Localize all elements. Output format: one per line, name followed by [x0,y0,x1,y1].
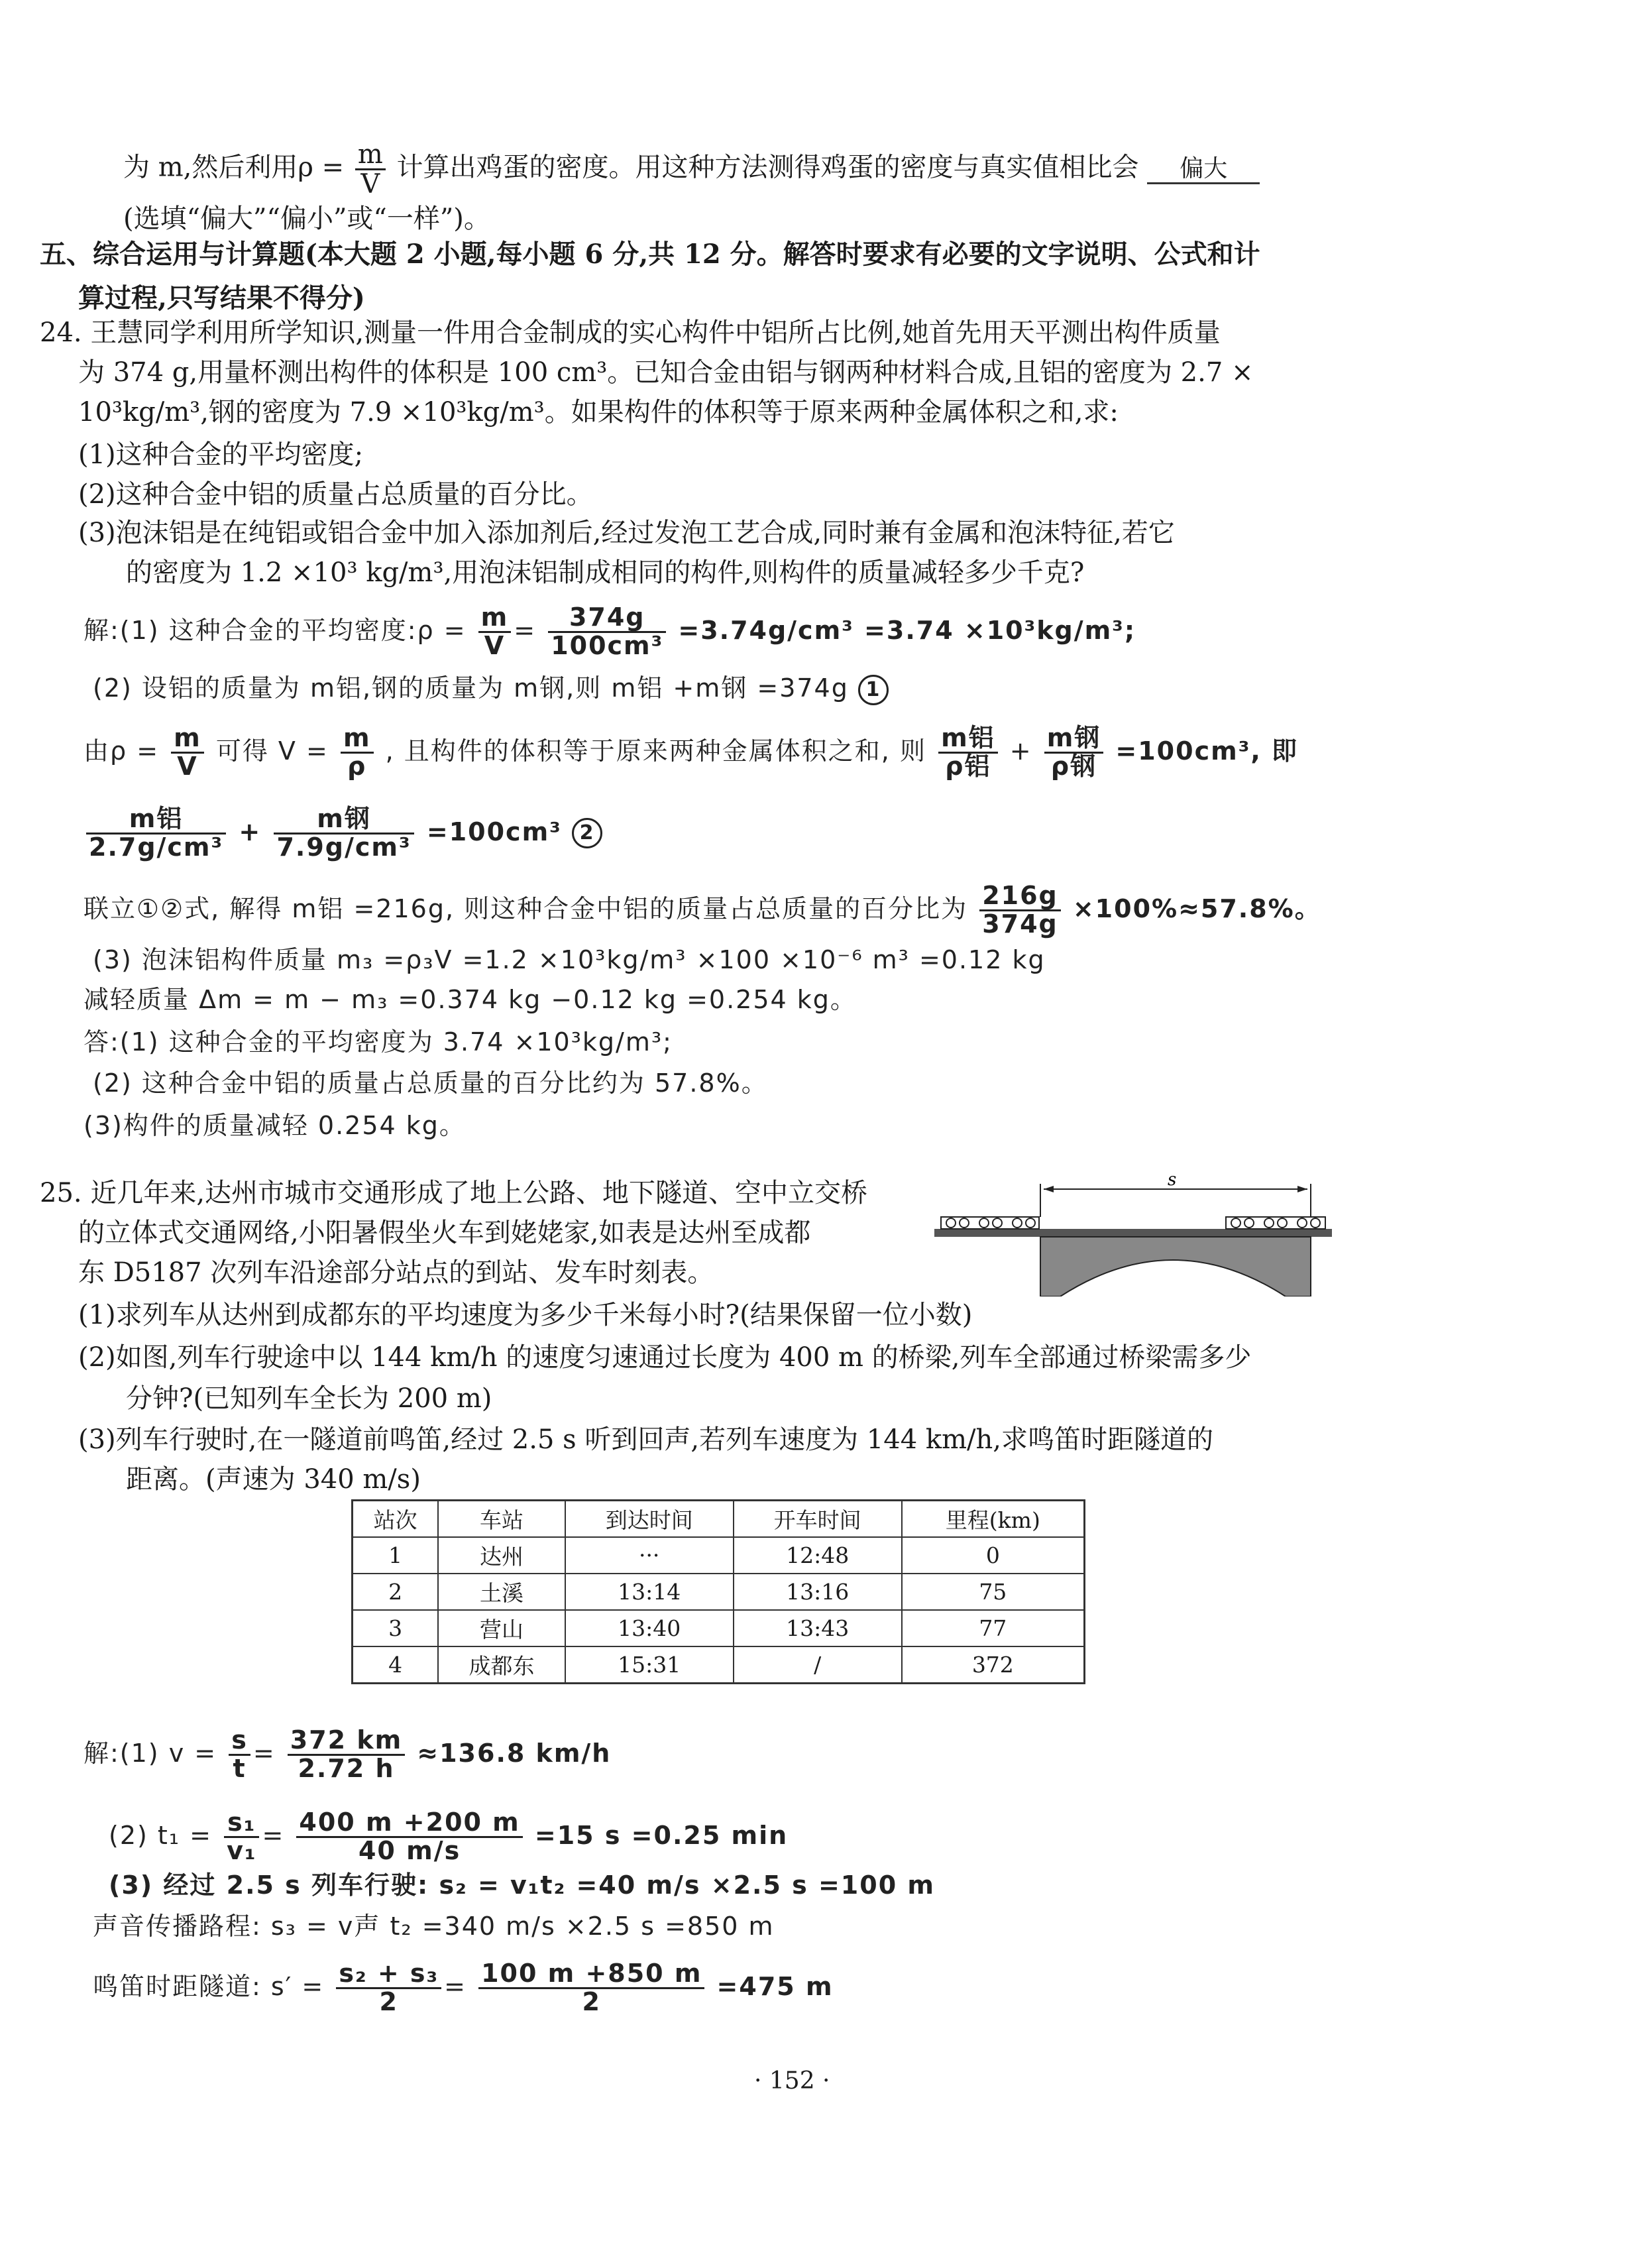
table-cell: 13:40 [565,1610,734,1646]
sol25-step5: 鸣笛时距隧道: s′ = $\frac{\text{s₂ + s₃}}{2}$ = $\frac{100 m +850 m}{2}$ =475 m [93,1959,834,2016]
answer-blank: 偏大 [1147,156,1260,184]
sol24-answer3: (3)构件的质量减轻 0.254 kg。 [83,1111,466,1140]
sol24-answer1: 答:(1) 这种合金的平均密度为 3.74 ×10³kg/m³; [83,1027,673,1057]
table-cell: 4 [353,1646,439,1684]
prev-question-line2: (选填“偏大”“偏小”或“一样”)。 [123,203,490,234]
bridge-figure [934,1171,1332,1296]
table-cell: 75 [902,1574,1085,1610]
sol25-step1: 解:(1) v = $\frac{s}{t}$ = $\frac{372 km}{2.72 h}$ ≈136.8 km/h [83,1725,612,1783]
q25-part1: (1)求列车从达州到成都东的平均速度为多少千米每小时?(结果保留一位小数) [78,1300,973,1330]
sol24-step1: 解:(1) 这种合金的平均密度:ρ = $\frac{m}{V}$ = $\frac{374g}{\text{100cm³}}$ =3.74g/cm³ =3.74 ×10³kg/m³; [83,603,1136,660]
q24-line3: 10³kg/m³,钢的密度为 7.9 ×10³kg/m³。如果构件的体积等于原来两种金属体积之和,求: [78,397,1119,428]
equation-marker-1: 1 [858,675,889,705]
table-row [353,1537,1085,1574]
sol24-step6: (3) 泡沫铝构件质量 m₃ =ρ₃V =1.2 ×10³kg/m³ ×100 ×10⁻⁶ m³ =0.12 kg [93,945,1046,974]
equation-marker-2: 2 [572,818,602,848]
table-row [353,1574,1085,1610]
q24-part1: (1)这种合金的平均密度; [78,439,364,470]
page-number: · 152 · [754,2067,830,2095]
distance-label: s [1168,1171,1177,1190]
table-header: 里程(km) [902,1501,1085,1538]
table-cell: 12:48 [734,1537,902,1574]
table-header: 站次 [353,1501,439,1538]
q25-part3-line2: 距离。(声速为 340 m/s) [126,1464,421,1495]
table-cell: 0 [902,1537,1085,1574]
sol25-step2: (2) t₁ = $\frac{\text{s₁}}{\text{v₁}}$ = $\frac{400 m +200 m}{40 m/s}$ =15 s =0.25 min [109,1808,789,1865]
table-cell: 77 [902,1610,1085,1646]
table-cell: 13:14 [565,1574,734,1610]
prev-question-line1: 为 m,然后利用ρ = $\frac{m}{V}$ 计算出鸡蛋的密度。用这种方法测得鸡蛋的密度与真实值相比会 偏大 [123,141,1260,198]
table-cell: 372 [902,1646,1085,1684]
q24-line1: 24. 王慧同学利用所学知识,测量一件用合金制成的实心构件中铝所占比例,她首先用天平测出构件质量 [40,317,1221,348]
table-cell: / [734,1646,902,1684]
table-cell: 1 [353,1537,439,1574]
table-header-row [353,1501,1085,1538]
table-cell: 2 [353,1574,439,1610]
q25-part2-line1: (2)如图,列车行驶途中以 144 km/h 的速度匀速通过长度为 400 m 的桥梁,列车全部通过桥梁需多少 [78,1342,1252,1373]
table-header: 车站 [438,1501,565,1538]
table-cell: ··· [565,1537,734,1574]
sol24-answer2: (2) 这种合金中铝的质量占总质量的百分比约为 57.8%。 [93,1068,768,1098]
table-cell: 15:31 [565,1646,734,1684]
train-timetable [351,1499,1085,1684]
table-header: 到达时间 [565,1501,734,1538]
table-cell: 成都东 [438,1646,565,1684]
sol24-step5: 联立①②式, 解得 m铝 =216g, 则这种合金中铝的质量占总质量的百分比为 $\frac{216g}{374g}$ ×100%≈57.8%。 [83,881,1321,939]
sol25-step3: (3) 经过 2.5 s 列车行驶: s₂ = v₁t₂ =40 m/s ×2.5 s =100 m [109,1871,935,1900]
q25-line1: 25. 近几年来,达州市城市交通形成了地上公路、地下隧道、空中立交桥 [40,1178,868,1208]
section-heading: 五、综合运用与计算题(本大题 2 小题,每小题 6 分,共 12 分。解答时要求有必要的文字说明、公式和计 [40,239,1260,270]
train-right [1226,1217,1325,1229]
section-heading-cont: 算过程,只写结果不得分) [78,282,365,314]
q25-line2: 的立体式交通网络,小阳暑假坐火车到姥姥家,如表是达州至成都 [78,1218,811,1248]
table-cell: 达州 [438,1537,565,1574]
table-row [353,1610,1085,1646]
table-cell: 营山 [438,1610,565,1646]
sol24-step3: 由ρ = $\frac{m}{V}$ 可得 V = $\frac{m}{\rho}$ , 且构件的体积等于原来两种金属体积之和, 则 $\frac{\text{m铝}}{\text{ρ铝}}$ + $\frac{\text{m钢}}{\text{ρ钢}}$ =100cm³, 即 [83,723,1298,781]
table-cell: 13:43 [734,1610,902,1646]
sol24-step2: (2) 设铝的质量为 m铝,钢的质量为 m钢,则 m铝 +m钢 =374g 1 [93,671,889,705]
q24-part3-line2: 的密度为 1.2 ×10³ kg/m³,用泡沫铝制成相同的构件,则构件的质量减轻多少千克? [126,557,1085,588]
q25-line3: 东 D5187 次列车沿途部分站点的到站、发车时刻表。 [78,1257,714,1288]
sol25-step4: 声音传播路程: s₃ = v声 t₂ =340 m/s ×2.5 s =850 m [93,1912,775,1941]
table-row [353,1646,1085,1684]
q25-part3-line1: (3)列车行驶时,在一隧道前鸣笛,经过 2.5 s 听到回声,若列车速度为 144 km/h,求鸣笛时距隧道的 [78,1424,1213,1455]
train-left [941,1217,1039,1229]
sol24-step4: $\frac{\text{m铝}}{\text{2.7g/cm³}}$ + $\frac{\text{m钢}}{\text{7.9g/cm³}}$ =100cm³ 2 [83,806,602,861]
sol24-step7: 减轻质量 Δm = m − m₃ =0.374 kg −0.12 kg =0.254 kg。 [83,985,857,1014]
q25-part2-line2: 分钟?(已知列车全长为 200 m) [126,1383,492,1414]
table-cell: 13:16 [734,1574,902,1610]
table-cell: 土溪 [438,1574,565,1610]
table-cell: 3 [353,1610,439,1646]
q24-line2: 为 374 g,用量杯测出构件的体积是 100 cm³。已知合金由铝与钢两种材料合成,且铝的密度为 2.7 × [78,357,1254,388]
table-header: 开车时间 [734,1501,902,1538]
q24-part2: (2)这种合金中铝的质量占总质量的百分比。 [78,479,593,510]
q24-part3-line1: (3)泡沫铝是在纯铝或铝合金中加入添加剂后,经过发泡工艺合成,同时兼有金属和泡沫特征,若它 [78,518,1175,548]
